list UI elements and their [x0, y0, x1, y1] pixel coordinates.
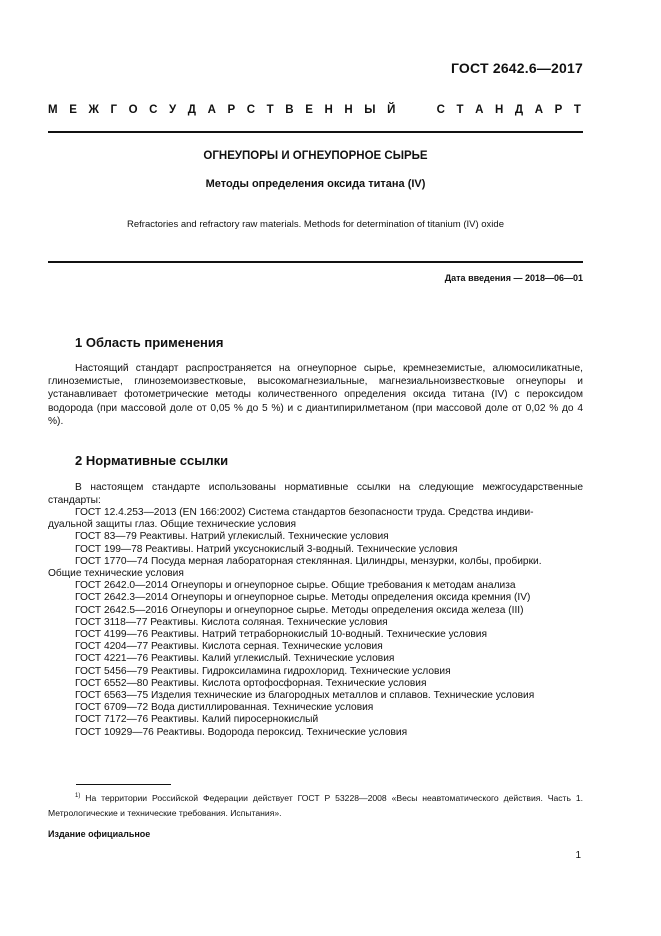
banner-letter: Е	[69, 104, 77, 116]
banner-letter: Е	[305, 104, 313, 116]
document-title: ОГНЕУПОРЫ И ОГНЕУПОРНОЕ СЫРЬЕ	[203, 150, 428, 162]
banner-letter: С	[149, 104, 158, 116]
reference-line: ГОСТ 2642.3—2014 Огнеупоры и огнеупорное сырье. Методы определения оксида кремния (IV)	[75, 592, 531, 604]
footnote	[48, 789, 583, 821]
banner-letter: С	[436, 104, 445, 116]
banner-letter: С	[246, 104, 256, 116]
normative-references-list	[48, 507, 583, 739]
banner-letter: Д	[187, 104, 196, 116]
banner-letter: Д	[514, 104, 524, 116]
section-2-intro: В настоящем стандарте использованы нормативные ссылки на следующие межгосударственные стандарты:	[48, 482, 583, 507]
section-1-heading: 1 Область применения	[75, 335, 224, 350]
reference-line: ГОСТ 10929—76 Реактивы. Водорода пероксид. Технические условия	[75, 726, 408, 738]
interstate-standard-banner	[48, 104, 581, 116]
banner-letter: Н	[344, 104, 353, 116]
document-code: ГОСТ 2642.6—2017	[450, 60, 583, 76]
section-1-text: Настоящий стандарт распространяется на огнеупорное сырье, кремнеземистые, алюмосиликатные, глиноземистые, глиноземоизвестковые, высокомагнезиальные, магнезиальноизвестковые огнеупоры и устанавливает фотометрические методы количественного определения оксида титана (IV) с пероксидом водорода (при массовой доле от 0,05 % до 5 %) и с диантипирилметаном (при массовой доле от 0,02 % до 4 %).	[48, 363, 583, 427]
reference-line: ГОСТ 83—79 Реактивы. Натрий углекислый. Технические условия	[75, 531, 389, 543]
banner-letter: Н	[495, 104, 504, 116]
banner-letter: Р	[554, 104, 563, 116]
banner-letter	[407, 104, 410, 116]
reference-line: ГОСТ 4204—77 Реактивы. Кислота серная. Технические условия	[75, 641, 383, 653]
reference-line: ГОСТ 6709—72 Вода дистиллированная. Технические условия	[75, 702, 374, 714]
reference-line: ГОСТ 5456—79 Реактивы. Гидроксиламина гидрохлорид. Технические условия	[75, 665, 451, 677]
banner-letter: Ж	[88, 104, 99, 116]
banner-letter: Н	[324, 104, 333, 116]
edition-note: Издание официальное	[48, 829, 151, 839]
reference-line: дуальной защиты глаз. Общие технические условия	[48, 519, 297, 531]
reference-line: ГОСТ 1770—74 Посуда мерная лабораторная стеклянная. Цилиндры, мензурки, колбы, пробирки.	[75, 555, 542, 567]
banner-letter: А	[534, 104, 544, 116]
footnote-marker: 1)	[75, 793, 81, 799]
footnote-rule	[76, 784, 171, 785]
reference-line: ГОСТ 2642.5—2016 Огнеупоры и огнеупорное сырье. Методы определения оксида железа (III)	[75, 604, 524, 616]
banner-letter: О	[128, 104, 138, 116]
footnote-text: На территории Российской Федерации действует ГОСТ Р 53228—2008 «Весы неавтоматического действия. Часть 1. Метрологические и технические требования. Испытания».	[48, 792, 584, 818]
banner-letter: Т	[456, 104, 464, 116]
banner-letter	[422, 104, 425, 116]
reference-line: ГОСТ 6552—80 Реактивы. Кислота ортофосфорная. Технические условия	[75, 677, 427, 689]
banner-letter: Ы	[364, 104, 376, 116]
english-title: Refractories and refractory raw materials. Methods for determination of titanium (IV) oxide	[127, 219, 504, 230]
page-number: 1	[575, 850, 581, 861]
banner-letter: Г	[110, 104, 117, 116]
reference-line: ГОСТ 2642.0—2014 Огнеупоры и огнеупорное сырье. Общие требования к методам анализа	[75, 580, 516, 592]
bottom-rule	[48, 261, 583, 263]
banner-letter: А	[207, 104, 216, 116]
banner-letter: Й	[387, 104, 396, 116]
banner-letter: М	[48, 104, 58, 116]
top-rule	[48, 131, 583, 133]
reference-line: ГОСТ 6563—75 Изделия технические из благородных металлов и сплавов. Технические условия	[75, 690, 535, 702]
document-subtitle: Методы определения оксида титана (IV)	[205, 178, 426, 190]
banner-letter: Т	[573, 104, 581, 116]
banner-letter: В	[285, 104, 294, 116]
section-2-heading: 2 Нормативные ссылки	[75, 453, 229, 468]
reference-line: Общие технические условия	[48, 568, 184, 580]
reference-line: ГОСТ 3118—77 Реактивы. Кислота соляная. Технические условия	[75, 616, 388, 628]
reference-line: ГОСТ 4199—76 Реактивы. Натрий тетраборнокислый 10-водный. Технические условия	[75, 629, 487, 641]
reference-line: ГОСТ 4221—76 Реактивы. Калий углекислый. Технические условия	[75, 653, 395, 665]
banner-letter: А	[475, 104, 484, 116]
introduction-date: Дата введения — 2018—06—01	[444, 273, 583, 283]
reference-line: ГОСТ 12.4.253—2013 (EN 166:2002) Система стандартов безопасности труда. Средства индиви-	[75, 507, 534, 518]
banner-letter: Т	[266, 104, 274, 116]
reference-line: ГОСТ 199—78 Реактивы. Натрий уксуснокислый 3-водный. Технические условия	[75, 543, 458, 555]
reference-line: ГОСТ 7172—76 Реактивы. Калий пиросернокислый	[75, 714, 319, 726]
banner-letter: Р	[227, 104, 236, 116]
banner-letter: У	[169, 104, 177, 116]
